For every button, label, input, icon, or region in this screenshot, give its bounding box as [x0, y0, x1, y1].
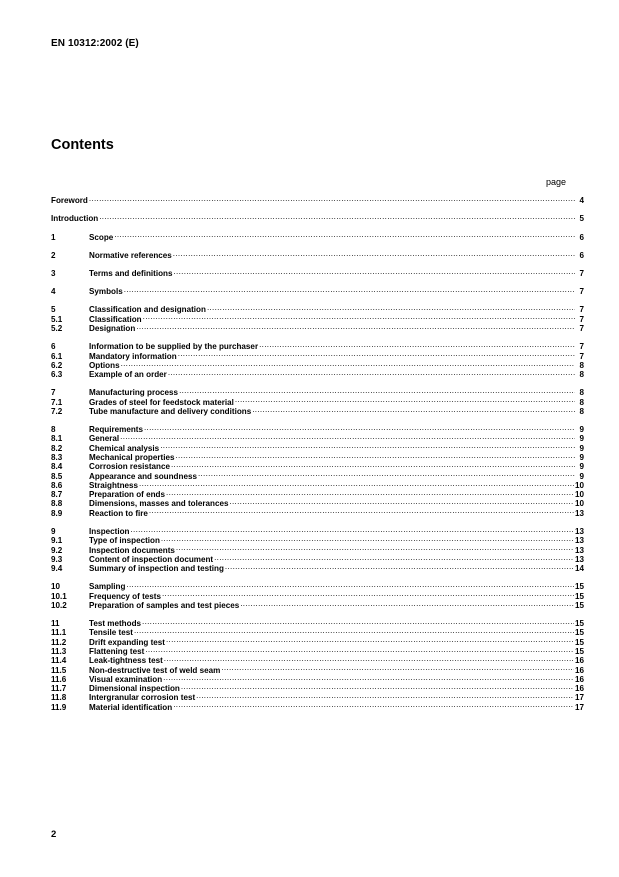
- toc-entry-title: Normative references: [89, 250, 172, 260]
- toc-entry-title: Straightness: [89, 480, 139, 490]
- toc-dot-leader: [179, 386, 575, 395]
- toc-entry-number: 6.2: [51, 360, 63, 370]
- toc-entry[interactable]: [51, 386, 584, 398]
- toc-entry[interactable]: [51, 488, 584, 500]
- toc-dot-leader: [214, 553, 574, 562]
- toc-entry-page: 10: [574, 480, 584, 490]
- toc-dot-leader: [166, 488, 574, 497]
- toc-entry-number: 11.7: [51, 684, 67, 694]
- toc-dot-leader: [130, 525, 574, 534]
- toc-entry-title: Inspection documents: [89, 545, 175, 555]
- toc-entry-page: 15: [574, 600, 584, 610]
- toc-entry-page: 10: [574, 490, 584, 500]
- toc-entry-page: 8: [579, 370, 584, 380]
- toc-entry[interactable]: [51, 673, 584, 682]
- toc-entry-title: Introduction: [51, 214, 99, 224]
- toc-dot-leader: [225, 562, 574, 571]
- toc-entry-title: Preparation of ends: [89, 490, 166, 500]
- toc-entry[interactable]: [51, 691, 584, 703]
- toc-entry-number: 10: [51, 582, 61, 592]
- toc-entry-number: 11.3: [51, 646, 67, 656]
- toc-entry-number: 5: [51, 305, 56, 315]
- toc-dot-leader: [173, 700, 574, 709]
- toc-entry-page: 7: [579, 314, 584, 324]
- toc-entry[interactable]: [51, 663, 584, 675]
- toc-dot-leader: [252, 405, 575, 414]
- toc-entry-number: 5.2: [51, 324, 63, 334]
- toc-entry[interactable]: [51, 654, 584, 666]
- toc-entry-title: Frequency of tests: [89, 591, 161, 601]
- toc-dot-leader: [114, 230, 575, 239]
- toc-entry-title: Corrosion resistance: [89, 462, 170, 472]
- toc-entry-number: 1: [51, 232, 56, 242]
- toc-entry-title: Classification: [89, 314, 142, 324]
- toc-entry[interactable]: [51, 267, 584, 279]
- toc-dot-leader: [168, 368, 575, 377]
- toc-entry[interactable]: [51, 441, 584, 453]
- toc-entry-page: 8: [579, 360, 584, 370]
- toc-entry-number: 9.1: [51, 536, 63, 546]
- toc-dot-leader: [162, 589, 574, 598]
- toc-entry[interactable]: [51, 599, 584, 608]
- toc-dot-leader: [240, 599, 574, 608]
- toc-dot-leader: [99, 212, 575, 221]
- toc-entry-page: 16: [574, 674, 584, 684]
- toc-entry-number: 8.2: [51, 443, 63, 453]
- toc-entry[interactable]: [51, 249, 584, 258]
- toc-entry-number: 4: [51, 287, 56, 297]
- toc-dot-leader: [196, 691, 574, 700]
- toc-dot-leader: [176, 543, 574, 552]
- toc-dot-leader: [229, 497, 574, 506]
- toc-dot-leader: [136, 322, 575, 331]
- toc-entry-title: Scope: [89, 232, 114, 242]
- toc-entry[interactable]: [51, 460, 584, 472]
- toc-entry-title: Requirements: [89, 425, 143, 435]
- toc-entry-number: 9: [51, 526, 56, 536]
- toc-entry-page: 13: [574, 545, 584, 555]
- toc-entry[interactable]: [51, 405, 584, 414]
- toc-entry-page: 15: [574, 582, 584, 592]
- toc-entry-page: 9: [579, 443, 584, 453]
- toc-entry-page: 10: [574, 499, 584, 509]
- toc-entry-title: Dimensional inspection: [89, 684, 180, 694]
- toc-entry-number: 9.2: [51, 545, 63, 555]
- toc-entry-page: 16: [574, 665, 584, 675]
- toc-entry[interactable]: [51, 534, 584, 546]
- toc-entry-number: 6.1: [51, 351, 63, 361]
- toc-entry-title: Example of an order: [89, 370, 167, 380]
- toc-entry-page: 6: [579, 250, 584, 260]
- toc-entry[interactable]: [51, 525, 584, 534]
- toc-entry[interactable]: [51, 635, 584, 647]
- toc-entry-page: 15: [574, 637, 584, 647]
- toc-dot-leader: [235, 395, 575, 404]
- toc-dot-leader: [181, 682, 574, 691]
- toc-entry-number: 3: [51, 269, 56, 279]
- toc-entry-number: 6: [51, 342, 56, 352]
- toc-dot-leader: [174, 267, 576, 276]
- toc-entry[interactable]: [51, 562, 584, 574]
- toc-dot-leader: [120, 432, 575, 441]
- toc-entry-title: Dimensions, masses and tolerances: [89, 499, 229, 509]
- toc-entry[interactable]: [51, 479, 584, 488]
- toc-entry-title: Mechanical properties: [89, 452, 175, 462]
- toc-dot-leader: [142, 617, 574, 626]
- toc-entry-title: Foreword: [51, 196, 88, 206]
- toc-entry-number: 11.4: [51, 656, 67, 666]
- toc-dot-leader: [144, 423, 575, 432]
- toc-dot-leader: [161, 534, 574, 543]
- toc-entry-title: Reaction to fire: [89, 508, 148, 518]
- toc-entry-title: Flattening test: [89, 646, 145, 656]
- toc-entry[interactable]: [51, 589, 584, 601]
- toc-dot-leader: [143, 312, 575, 321]
- toc-entry-page: 16: [574, 656, 584, 666]
- toc-entry-title: Summary of inspection and testing: [89, 564, 224, 574]
- toc-entry-number: 8.9: [51, 508, 63, 518]
- toc-dot-leader: [221, 663, 574, 672]
- toc-dot-leader: [166, 635, 574, 644]
- toc-entry-page: 7: [579, 305, 584, 315]
- toc-entry-number: 11.1: [51, 628, 67, 638]
- toc-entry[interactable]: [51, 506, 584, 518]
- toc-dot-leader: [163, 673, 574, 682]
- toc-entry-page: 7: [579, 351, 584, 361]
- toc-entry-title: Drift expanding test: [89, 637, 165, 647]
- contents-title: Contents: [51, 137, 114, 153]
- toc-entry-page: 7: [579, 269, 584, 279]
- toc-entry[interactable]: [51, 230, 584, 242]
- toc-dot-leader: [134, 626, 574, 635]
- toc-entry[interactable]: [51, 194, 584, 206]
- toc-entry-number: 7.1: [51, 397, 63, 407]
- toc-entry[interactable]: [51, 322, 584, 334]
- toc-entry-page: 17: [574, 702, 584, 712]
- toc-entry[interactable]: [51, 645, 584, 654]
- toc-entry-title: Appearance and soundness: [89, 471, 197, 481]
- toc-entry[interactable]: [51, 312, 584, 324]
- toc-entry-number: 11.2: [51, 637, 67, 647]
- toc-entry[interactable]: [51, 469, 584, 481]
- toc-entry-page: 8: [579, 406, 584, 416]
- toc-entry-title: Material identification: [89, 702, 173, 712]
- toc-entry[interactable]: [51, 368, 584, 380]
- toc-entry[interactable]: [51, 580, 584, 592]
- toc-entry-title: Non-destructive test of weld seam: [89, 665, 221, 675]
- toc-entry-number: 9.4: [51, 564, 63, 574]
- toc-dot-leader: [124, 285, 575, 294]
- toc-entry-number: 7.2: [51, 406, 63, 416]
- toc-entry-page: 8: [579, 397, 584, 407]
- toc-entry-page: 14: [574, 564, 584, 574]
- toc-entry[interactable]: [51, 303, 584, 315]
- toc-entry-page: 4: [579, 196, 584, 206]
- toc-entry[interactable]: [51, 285, 584, 297]
- toc-entry-page: 9: [579, 471, 584, 481]
- toc-entry-number: 8.4: [51, 462, 63, 472]
- footer-page-number: 2: [51, 829, 57, 840]
- table-of-contents: [51, 194, 584, 710]
- toc-dot-leader: [259, 340, 575, 349]
- toc-entry-page: 13: [574, 508, 584, 518]
- toc-entry-page: 9: [579, 434, 584, 444]
- toc-entry-number: 11.8: [51, 693, 67, 703]
- toc-entry-page: 8: [579, 388, 584, 398]
- toc-entry-page: 5: [579, 214, 584, 224]
- toc-dot-leader: [160, 441, 575, 450]
- toc-entry-number: 11.6: [51, 674, 67, 684]
- toc-entry-page: 7: [579, 324, 584, 334]
- toc-entry[interactable]: [51, 543, 584, 555]
- toc-entry-title: Visual examination: [89, 674, 163, 684]
- toc-entry-page: 13: [574, 554, 584, 564]
- toc-dot-leader: [164, 654, 574, 663]
- toc-entry-title: General: [89, 434, 120, 444]
- toc-entry[interactable]: [51, 451, 584, 460]
- toc-dot-leader: [173, 249, 575, 258]
- toc-entry-page: 15: [574, 646, 584, 656]
- toc-entry-title: Inspection: [89, 526, 130, 536]
- toc-entry[interactable]: [51, 340, 584, 352]
- toc-entry[interactable]: [51, 349, 584, 361]
- toc-entry-title: Options: [89, 360, 120, 370]
- toc-entry-title: Information to be supplied by the purchaser: [89, 342, 259, 352]
- toc-entry-number: 2: [51, 250, 56, 260]
- toc-entry-title: Preparation of samples and test pieces: [89, 600, 240, 610]
- toc-dot-leader: [149, 506, 574, 515]
- toc-entry-number: 10.2: [51, 600, 67, 610]
- toc-entry[interactable]: [51, 432, 584, 444]
- toc-entry-title: Intergranular corrosion test: [89, 693, 196, 703]
- toc-entry-page: 7: [579, 287, 584, 297]
- toc-entry-number: 5.1: [51, 314, 63, 324]
- toc-entry-number: 8.6: [51, 480, 63, 490]
- toc-entry[interactable]: [51, 553, 584, 562]
- toc-entry-number: 10.1: [51, 591, 67, 601]
- document-id-header: EN 10312:2002 (E): [51, 38, 139, 49]
- toc-entry-title: Designation: [89, 324, 136, 334]
- toc-entry-number: 6.3: [51, 370, 63, 380]
- toc-dot-leader: [171, 460, 575, 469]
- toc-entry[interactable]: [51, 626, 584, 638]
- toc-entry-title: Classification and designation: [89, 305, 206, 315]
- toc-entry[interactable]: [51, 423, 584, 435]
- toc-entry[interactable]: [51, 395, 584, 407]
- toc-entry-title: Mandatory information: [89, 351, 177, 361]
- toc-entry-page: 15: [574, 628, 584, 638]
- toc-entry-number: 11.5: [51, 665, 67, 675]
- toc-entry-title: Tube manufacture and delivery conditions: [89, 406, 252, 416]
- toc-entry-page: 13: [574, 536, 584, 546]
- toc-entry[interactable]: [51, 497, 584, 509]
- toc-dot-leader: [145, 645, 574, 654]
- toc-entry-number: 8.3: [51, 452, 63, 462]
- toc-entry-number: 11: [51, 619, 60, 629]
- toc-entry-title: Chemical analysis: [89, 443, 160, 453]
- toc-entry-page: 15: [574, 591, 584, 601]
- toc-entry-number: 11.9: [51, 702, 67, 712]
- toc-entry-page: 9: [579, 462, 584, 472]
- toc-entry[interactable]: [51, 212, 584, 224]
- toc-entry[interactable]: [51, 700, 584, 712]
- toc-dot-leader: [178, 349, 575, 358]
- toc-entry-number: 8.7: [51, 490, 63, 500]
- toc-dot-leader: [89, 194, 575, 203]
- toc-entry-page: 16: [574, 684, 584, 694]
- toc-entry-number: 8.8: [51, 499, 63, 509]
- toc-entry-title: Grades of steel for feedstock material: [89, 397, 234, 407]
- toc-entry-page: 7: [579, 342, 584, 352]
- toc-entry-title: Type of inspection: [89, 536, 160, 546]
- toc-entry-title: Manufacturing process: [89, 388, 179, 398]
- toc-entry-title: Content of inspection document: [89, 554, 214, 564]
- toc-entry-number: 9.3: [51, 554, 63, 564]
- toc-entry-title: Symbols: [89, 287, 123, 297]
- toc-entry-title: Test methods: [89, 619, 142, 629]
- toc-dot-leader: [121, 359, 575, 368]
- toc-entry[interactable]: [51, 682, 584, 694]
- toc-dot-leader: [126, 580, 574, 589]
- toc-entry-page: 6: [579, 232, 584, 242]
- toc-dot-leader: [207, 303, 575, 312]
- toc-entry-number: 8.1: [51, 434, 63, 444]
- toc-entry-number: 7: [51, 388, 56, 398]
- toc-entry-page: 17: [574, 693, 584, 703]
- toc-entry-page: 15: [574, 619, 584, 629]
- toc-entry-page: 13: [574, 526, 584, 536]
- toc-dot-leader: [139, 479, 574, 488]
- toc-entry[interactable]: [51, 359, 584, 368]
- toc-entry-page: 9: [579, 452, 584, 462]
- page-column-label: page: [545, 177, 566, 187]
- toc-entry-title: Terms and definitions: [89, 269, 173, 279]
- toc-dot-leader: [175, 451, 575, 460]
- toc-entry-number: 8.5: [51, 471, 63, 481]
- toc-entry-title: Sampling: [89, 582, 126, 592]
- toc-dot-leader: [198, 469, 575, 478]
- toc-entry-title: Leak-tightness test: [89, 656, 163, 666]
- toc-entry-number: 8: [51, 425, 56, 435]
- toc-entry-title: Tensile test: [89, 628, 133, 638]
- toc-entry-page: 9: [579, 425, 584, 435]
- toc-entry[interactable]: [51, 617, 584, 629]
